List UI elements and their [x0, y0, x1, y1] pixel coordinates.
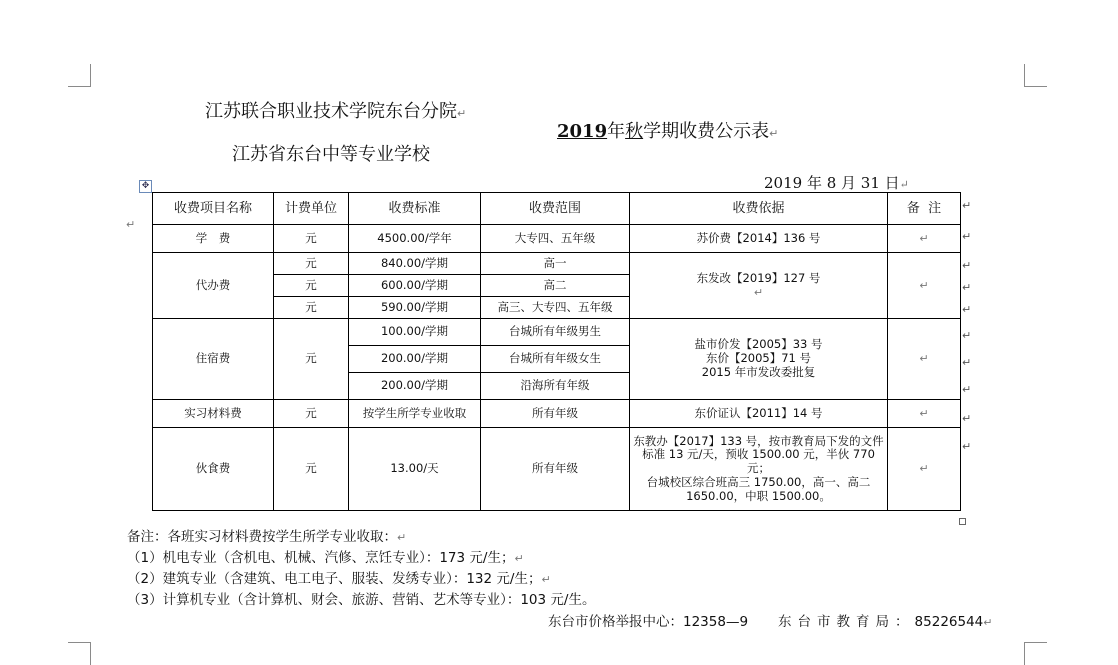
cell-item-name: 伙食费 [153, 428, 274, 511]
cell-scope: 台城所有年级男生 [481, 319, 630, 346]
header-basis: 收费依据 [630, 193, 888, 225]
cell-standard: 4500.00/学年 [349, 225, 481, 253]
note-intro: 备注：各班实习材料费按学生所学专业收取：↵ [127, 529, 407, 545]
table-row-tuition [153, 225, 961, 253]
row-end-mark: ↵ [962, 356, 972, 369]
row-end-mark: ↵ [962, 199, 972, 212]
cell-scope: 高三、大专四、五年级 [481, 297, 630, 319]
cell-standard: 13.00/天 [349, 428, 481, 511]
cell-scope: 所有年级 [481, 400, 630, 428]
cell-basis: 东价证认【2011】14 号 [630, 400, 888, 428]
table-move-handle-icon[interactable]: ✥ [139, 180, 152, 193]
cell-standard: 100.00/学期 [349, 319, 481, 346]
crop-mark-bottom-right [1024, 642, 1047, 665]
table-row-material [153, 400, 961, 428]
cell-standard: 600.00/学期 [349, 275, 481, 297]
cell-remark: ↵ [888, 253, 961, 319]
cell-remark: ↵ [888, 428, 961, 511]
header-scope: 收费范围 [481, 193, 630, 225]
note-item: （3）计算机专业（含计算机、财会、旅游、营销、艺术等专业）：103 元/生。 [127, 592, 596, 608]
cell-unit: 元 [274, 319, 349, 400]
cell-scope: 沿海所有年级 [481, 373, 630, 400]
header-unit: 计费单位 [274, 193, 349, 225]
cell-standard: 200.00/学期 [349, 346, 481, 373]
edu-bureau-label: 东台市教育局： [778, 614, 915, 630]
cell-standard: 按学生所学专业收取 [349, 400, 481, 428]
header-remark: 备 注 [888, 193, 961, 225]
cell-scope: 高一 [481, 253, 630, 275]
cell-item-name: 住宿费 [153, 319, 274, 400]
table-header-row [153, 193, 961, 225]
cell-remark: ↵ [888, 400, 961, 428]
note-item: （1）机电专业（含机电、机械、汽修、烹饪专业）：173 元/生；↵ [127, 550, 524, 566]
cell-standard: 840.00/学期 [349, 253, 481, 275]
cell-item-name: 代办费 [153, 253, 274, 319]
cell-scope: 所有年级 [481, 428, 630, 511]
cell-standard: 200.00/学期 [349, 373, 481, 400]
cell-remark: ↵ [888, 225, 961, 253]
table-row-agency-1 [153, 253, 961, 275]
table-row-dorm-1 [153, 319, 961, 346]
crop-mark-top-right [1024, 64, 1047, 87]
edu-bureau-phone: 85226544 [914, 614, 984, 630]
notes-section [127, 527, 595, 611]
cell-unit: 元 [274, 400, 349, 428]
cell-item-name: 学 费 [153, 225, 274, 253]
note-item: （2）建筑专业（含建筑、电工电子、服装、发绣专业）：132 元/生；↵ [127, 571, 551, 587]
header-item-name: 收费项目名称 [153, 193, 274, 225]
cell-unit: 元 [274, 225, 349, 253]
cell-unit: 元 [274, 297, 349, 319]
cell-scope: 高二 [481, 275, 630, 297]
row-end-mark: ↵ [962, 230, 972, 243]
crop-mark-bottom-left [68, 642, 91, 665]
cell-basis: 盐市价发【2005】33 号 东价【2005】71 号 2015 年市发改委批复 [630, 319, 888, 400]
cell-basis: 东发改【2019】127 号 ↵ [630, 253, 888, 319]
row-end-mark: ↵ [962, 281, 972, 294]
cell-item-name: 实习材料费 [153, 400, 274, 428]
price-hotline: 东台市价格举报中心：12358—9 [548, 614, 749, 630]
table-row-food [153, 428, 961, 511]
org-name-line2: 江苏省东台中等专业学校 [232, 144, 430, 165]
paragraph-mark-icon: ↵ [126, 218, 136, 231]
cell-unit: 元 [274, 428, 349, 511]
row-end-mark: ↵ [962, 303, 972, 316]
org-name-line1: 江苏联合职业技术学院东台分院↵ [205, 101, 467, 122]
cell-scope: 台城所有年级女生 [481, 346, 630, 373]
table-resize-handle[interactable] [959, 518, 966, 525]
footer-contacts: 东台市价格举报中心：12358—9 东台市教育局：85226544↵ [548, 614, 993, 630]
row-end-mark: ↵ [962, 412, 972, 425]
row-end-mark: ↵ [962, 259, 972, 272]
cell-scope: 大专四、五年级 [481, 225, 630, 253]
row-end-mark: ↵ [962, 383, 972, 396]
publish-date: 2019 年 8 月 31 日↵ [764, 174, 909, 192]
fee-table [152, 192, 961, 511]
header-standard: 收费标准 [349, 193, 481, 225]
cell-standard: 590.00/学期 [349, 297, 481, 319]
cell-remark: ↵ [888, 319, 961, 400]
cell-basis: 东教办【2017】133 号，按市教育局下发的文件 标准 13 元/天，预收 1500.00 元，半伙 770 元； 台城校区综合班高三 1750.00，高一、高二 1650.00，中职 1500.00。 [630, 428, 888, 511]
cell-unit: 元 [274, 253, 349, 275]
cell-unit: 元 [274, 275, 349, 297]
page-title: 2019年秋学期收费公示表↵ [557, 121, 779, 142]
row-end-mark: ↵ [962, 440, 972, 453]
crop-mark-top-left [68, 64, 91, 87]
row-end-mark: ↵ [962, 329, 972, 342]
cell-basis: 苏价费【2014】136 号 [630, 225, 888, 253]
